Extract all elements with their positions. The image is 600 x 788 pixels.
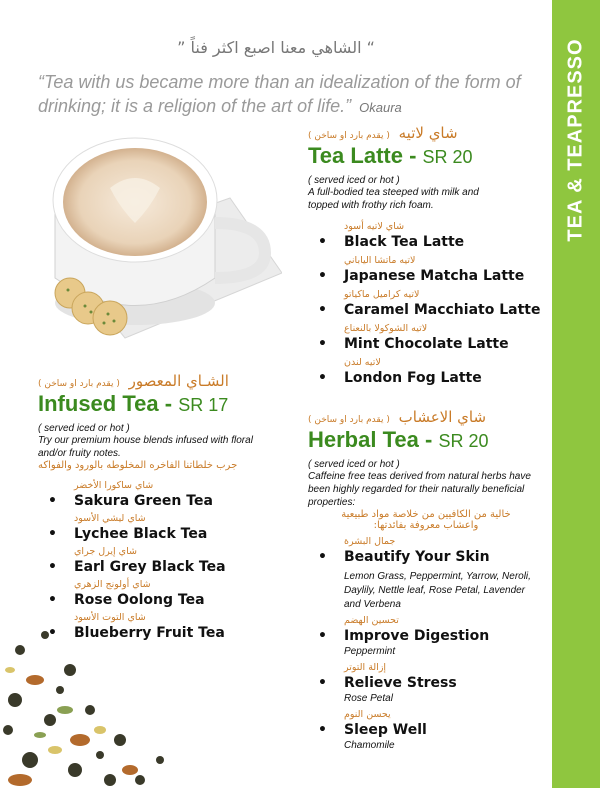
item-name: • Improve Digestion [344,627,544,645]
item-arabic: شاي ليشي الأسود [74,513,146,524]
tea-latte-served: ( served iced or hot ) [308,175,400,186]
item-arabic: لاتيه ماتشا الياباني [344,255,416,266]
item-name: • Relieve Stress [344,674,544,692]
tea-latte-title [308,142,544,171]
item-name: • Lychee Black Tea [74,525,290,543]
list-item [308,356,544,387]
list-item [308,535,544,612]
infused-tea-served: ( served iced or hot ) [38,423,130,434]
item-ingredients: Peppermint [344,646,396,657]
infused-tea-title [38,390,290,419]
item-name: • Earl Grey Black Tea [74,558,290,576]
herbal-tea-arabic-description-1: خالية من الكافيين من خلاصة مواد طبيعية [341,509,511,520]
item-name: • Beautify Your Skin [344,548,544,566]
item-name: • Rose Oolong Tea [74,591,290,609]
list-item [308,220,544,251]
item-name: • Japanese Matcha Latte [344,267,544,285]
herbal-tea-name: Herbal Tea - [308,427,433,452]
item-arabic: شاي أولونج الزهري [74,579,151,590]
herbal-tea-section [308,408,544,753]
item-name: • Mint Chocolate Latte [344,335,544,353]
infused-tea-description: Try our premium house blends infused with floral and/or fruity notes. [38,435,253,459]
item-arabic: شاي ساكورا الأخضر [74,480,154,491]
infused-tea-arabic-title: الشـاي المعصور [128,372,229,390]
list-item [38,578,290,609]
quote-text: “Tea with us became more than an idealization of the form of drinking; it is a religion of the art of life.” [38,72,521,116]
item-name: • Blueberry Fruit Tea [74,624,290,642]
item-arabic: جمال البشرة [344,536,396,547]
tea-latte-list [308,220,544,387]
list-item [38,479,290,510]
tea-latte-section [308,124,544,387]
herbal-tea-arabic-header [308,408,544,426]
item-arabic: شاي لاتيه أسود [344,221,405,232]
sidebar-title: TEA & TEAPRESSO [564,38,587,242]
herbal-tea-description: Caffeine free teas derived from natural herbs have been highly regarded for their naturally beneficial properties: [308,471,531,508]
item-name: • London Fog Latte [344,369,544,387]
list-item [308,661,544,706]
infused-tea-section [38,372,290,642]
infused-tea-name: Infused Tea - [38,391,173,416]
item-arabic: شاي التوت الأسود [74,612,146,623]
item-arabic: لاتيه الشوكولا بالنعناع [344,323,428,334]
infused-tea-arabic-description: جرب خلطاتنا الفاخره المخلوطه بالورود والفواكه [38,460,238,471]
item-name: • Sleep Well [344,721,544,739]
item-name: • Sakura Green Tea [74,492,290,510]
list-item [308,708,544,753]
item-ingredients: Lemon Grass, Peppermint, Yarrow, Neroli, Daylily, Nettle leaf, Rose Petal, Lavender and Verbena [344,571,531,610]
herbal-tea-list [308,535,544,753]
english-quote [38,70,548,120]
item-name: • Caramel Macchiato Latte [344,301,544,319]
herbal-tea-arabic-title: شاي الاعشاب [398,408,487,426]
herbal-tea-served: ( served iced or hot ) [308,459,400,470]
item-arabic: تحسين الهضم [344,615,399,626]
arabic-quote: “ الشاهي معنا اصبع اكثر فناً ” [177,38,375,57]
item-arabic: لاتيه لندن [344,357,381,368]
tea-latte-arabic-note: ( يقدم بارد او ساخن ) [308,131,390,141]
infused-tea-arabic-header [38,372,290,390]
tea-latte-arabic-header [308,124,544,142]
list-item [308,614,544,659]
infused-tea-list [38,479,290,642]
latte-cup-photo [30,128,282,353]
herbal-tea-arabic-note: ( يقدم بارد او ساخن ) [308,415,390,425]
item-ingredients: Chamomile [344,740,395,751]
list-item [308,288,544,319]
tea-latte-price: SR 20 [422,147,473,167]
item-arabic: إزالة التوتر [344,662,387,673]
list-item [38,611,290,642]
list-item [38,512,290,543]
item-arabic: شاي إيرل جراي [74,546,137,557]
infused-tea-arabic-note: ( يقدم بارد او ساخن ) [38,379,120,389]
list-item [308,322,544,353]
quote-author: Okaura [359,100,402,115]
sidebar-band [552,0,600,788]
item-ingredients: Rose Petal [344,693,393,704]
item-name: • Black Tea Latte [344,233,544,251]
tea-latte-arabic-title: شاي لاتيه [398,124,458,142]
tea-latte-description: A full-bodied tea steeped with milk and topped with frothy rich foam. [308,187,479,211]
list-item [308,254,544,285]
item-arabic: يحسن النوم [344,709,391,720]
item-arabic: لاتيه كراميل ماكياتو [344,289,420,300]
herbal-tea-price: SR 20 [438,431,489,451]
list-item [38,545,290,576]
herbal-tea-title [308,426,544,455]
infused-tea-price: SR 17 [178,395,229,415]
tea-latte-name: Tea Latte - [308,143,417,168]
herbal-tea-arabic-description-2: واعشاب معروفة بفائدتها: [373,520,479,531]
